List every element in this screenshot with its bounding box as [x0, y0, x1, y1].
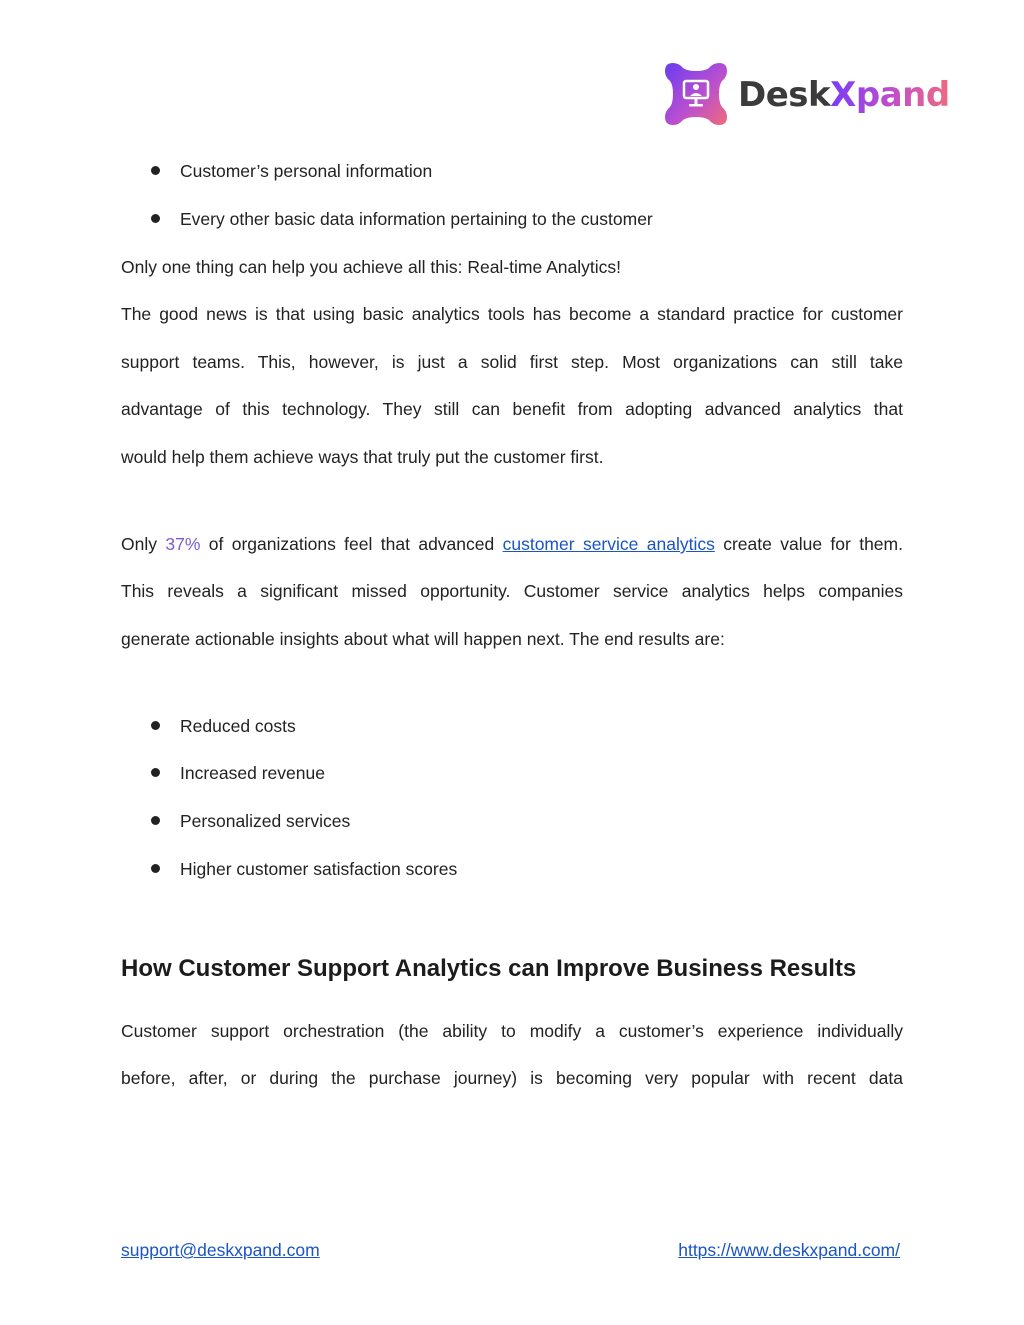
list-item: Every other basic data information pertaining to the customer — [151, 208, 653, 230]
bullet-icon — [151, 864, 160, 873]
logo-text-desk: Desk — [738, 75, 831, 115]
logo-wordmark — [738, 75, 950, 115]
bullet-icon — [151, 166, 160, 175]
paragraph-line: advantage of this technology. They still can benefit from adopting advanced analytics that — [121, 399, 903, 419]
paragraph-line: support teams. This, however, is just a solid first step. Most organizations can still take — [121, 352, 903, 372]
list-item: Customer’s personal information — [151, 160, 432, 182]
list-item: Personalized services — [151, 810, 350, 832]
website-link[interactable]: https://www.deskxpand.com/ — [678, 1240, 900, 1260]
paragraph-line: Customer support orchestration (the ability to modify a customer’s experience individually — [121, 1021, 903, 1041]
section-heading: How Customer Support Analytics can Improve Business Results — [121, 955, 857, 982]
intro-line: Only one thing can help you achieve all this: Real-time Analytics! — [121, 257, 621, 277]
list-item: Increased revenue — [151, 762, 325, 784]
bullet-icon — [151, 721, 160, 730]
paragraph-line: generate actionable insights about what will happen next. The end results are: — [121, 629, 725, 649]
logo-text-xpand: Xpand — [830, 75, 950, 115]
paragraph-line: Only 37% of organizations feel that advanced customer service analytics create value for them. — [121, 534, 903, 554]
deskxpand-logo-icon — [663, 61, 729, 127]
bullet-icon — [151, 214, 160, 223]
stat-highlight: 37% — [165, 534, 201, 554]
deskxpand-logo — [663, 60, 950, 128]
list-item: Reduced costs — [151, 715, 296, 737]
list-item: Higher customer satisfaction scores — [151, 858, 457, 880]
bullet-icon — [151, 768, 160, 777]
paragraph-line: The good news is that using basic analytics tools has become a standard practice for customer — [121, 304, 903, 324]
paragraph-line: before, after, or during the purchase journey) is becoming very popular with recent data — [121, 1068, 903, 1088]
bullet-icon — [151, 816, 160, 825]
paragraph-line: would help them achieve ways that truly put the customer first. — [121, 447, 604, 467]
customer-service-analytics-link[interactable]: customer service analytics — [502, 534, 715, 554]
paragraph-line: This reveals a significant missed opportunity. Customer service analytics helps companies — [121, 581, 903, 601]
support-email-link[interactable]: support@deskxpand.com — [121, 1240, 320, 1260]
